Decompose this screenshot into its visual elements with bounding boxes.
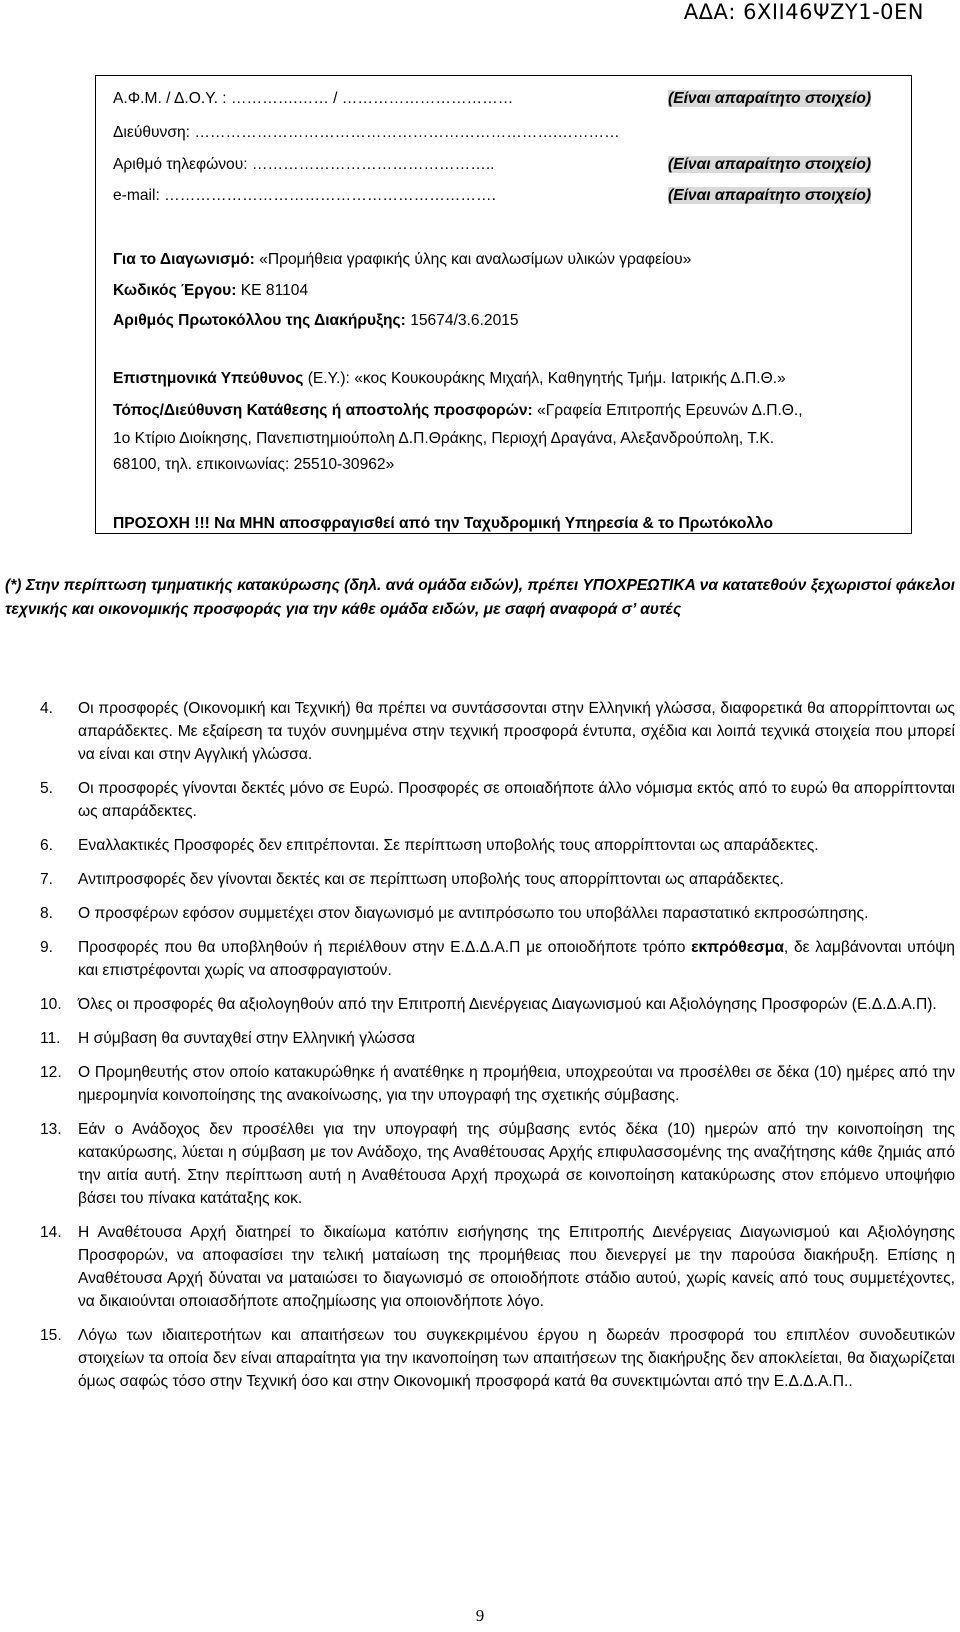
contest-line [113,250,691,270]
list-item: 9. Προσφορές που θα υποβληθούν ή περιέλθουν στην Ε.Δ.Δ.Α.Π με οποιοδήποτε τρόπο εκπρόθεσμα, δε λαμβάνονται υπόψη και επιστρέφονται χωρίς να αποσφραγιστούν. [40,939,955,979]
split-award-note: (*) Στην περίπτωση τμηματικής κατακύρωσης (δηλ. ανά ομάδα ειδών), πρέπει ΥΠΟΧΡΕΩΤΙΚΑ να κατατεθούν ξεχωριστοί φάκελοι τεχνικής και οικονομικής προσφοράς για την κάθε ομάδα ειδών, με σαφή αναφορά σ’ αυτές [5,577,955,618]
terms-list [40,697,955,1404]
ada-code: ΑΔΑ: 6ΧΙΙ46ΨΖΥ1-0ΕΝ [683,0,924,24]
scientist-label: Επιστημονικά Υπεύθυνος [113,370,304,387]
afm-line: Α.Φ.Μ. / Δ.Ο.Υ. : ………….…… / …………………………… [113,90,514,107]
list-item: 13. Εάν ο Ανάδοχος δεν προσέλθει για την υπογραφή της σύμβασης εντός δέκα (10) ημερών από την κοινοποίηση της κατακύρωσης, λύεται η σύμβαση με τον Ανάδοχο, της Αναθέτουσας Αρχής επιφυλασσομένης της αναζήτησης κάθε ζημιάς από την αιτία αυτή. Στην περίπτωση αυτή η Αναθέτουσα Αρχή προχωρά σε κοινοποίηση κατακύρωσης στον επόμενο υποψήφιο βάσει του πίνακα κατάταξης κοκ. [40,1121,955,1207]
contest-label: Για το Διαγωνισμό: [113,251,255,268]
email-line: e-mail: ………………………………………………………. [113,187,496,204]
address-line: Διεύθυνση: …………………………………………………………….………… [113,124,620,141]
place-line-3: 68100, τηλ. επικοινωνίας: 25510-30962» [113,456,395,473]
protocol-value: 15674/3.6.2015 [410,312,519,329]
place-label: Τόπος/Διεύθυνση Κατάθεσης ή αποστολής προσφορών: [113,402,533,419]
list-item: 14. Η Αναθέτουσα Αρχή διατηρεί το δικαίωμα κατόπιν εισήγησης της Επιτροπής Διενέργειας Διαγωνισμού και Αξιολόγησης Προσφορών, να αποφασίσει την τελική ματαίωση της προμήθειας που διενεργεί με την παρούσα διακήρυξη. Επίσης η Αναθέτουσα Αρχή δύναται να ματαιώσει το διαγωνισμό σε οποιοδήποτε στάδιο αυτού, χωρίς κανείς από τους συμμετέχοντες, να δικαιούνται οποιασδήποτε αποζημίωσης για οποιονδήποτε λόγο. [40,1224,955,1310]
place-line [113,401,803,421]
list-item: 5. Οι προσφορές γίνονται δεκτές μόνο σε Ευρώ. Προσφορές σε οποιαδήποτε άλλο νόμισμα εκτός από το ευρώ θα απορρίπτονται ως απαράδεκτες. [40,780,955,820]
list-item: 7. Αντιπροσφορές δεν γίνονται δεκτές και σε περίπτωση υποβολής τους απορρίπτονται ως απαράδεκτες. [40,871,784,888]
required-badge: (Είναι απαραίτητο στοιχείο) [668,187,872,204]
scientist-line [113,369,786,389]
list-item: 4. Οι προσφορές (Οικονομική και Τεχνική) θα πρέπει να συντάσσονται στην Ελληνική γλώσσα, διαφορετικά θα απορρίπτονται ως απαράδεκτες. Με εξαίρεση τα τυχόν συνημμένα στην τεχνική προσφορά έντυπα, σχέδια και λοιπά τεχνικά στοιχεία που μπορεί να είναι και στην Αγγλική γλώσσα. [40,700,955,763]
list-item: 8. Ο προσφέρων εφόσον συμμετέχει στον διαγωνισμό με αντιπρόσωπο του υποβάλλει παραστατικό εκπροσώπησης. [40,905,869,922]
place-line-2: 1ο Κτίριο Διοίκησης, Πανεπιστημιούπολη Δ.Π.Θράκης, Περιοχή Δραγάνα, Αλεξανδρούπολη, Τ.Κ. [113,430,775,447]
page-number: 9 [475,1606,485,1625]
required-badge: (Είναι απαραίτητο στοιχείο) [668,156,872,173]
contest-value: «Προμήθεια γραφικής ύλης και αναλωσίμων υλικών γραφείου» [259,251,692,268]
list-item: 12. Ο Προμηθευτής στον οποίο κατακυρώθηκε ή ανατέθηκε η προμήθεια, υποχρεούται να προσέλθει σε δέκα (10) ημέρες από την ημερομηνία κοινοποίησης της ανακοίνωσης, για την υπογραφή της σχετικής σύμβασης. [40,1064,955,1104]
scientist-value: (Ε.Υ.): «κος Κουκουράκης Μιχαήλ, Καθηγητής Τμήμ. Ιατρικής Δ.Π.Θ.» [307,370,786,387]
list-item: 11. Η σύμβαση θα συνταχθεί στην Ελληνική γλώσσα [40,1030,415,1047]
protocol-label: Αριθμός Πρωτοκόλλου της Διακήρυξης: [113,312,406,329]
required-badge: (Είναι απαραίτητο στοιχείο) [668,90,872,107]
list-item: 6. Εναλλακτικές Προσφορές δεν επιτρέπονται. Σε περίπτωση υποβολής τους απορρίπτονται ως απαράδεκτες. [40,837,819,854]
protocol-line [113,311,519,331]
phone-line: Αριθμό τηλεφώνου: ……………………………………….. [113,156,495,173]
code-label: Κωδικός Έργου: [113,282,237,299]
place-value: «Γραφεία Επιτροπής Ερευνών Δ.Π.Θ., [537,402,803,419]
attention-line: ΠΡΟΣΟΧΗ !!! Να ΜΗΝ αποσφραγισθεί από την Ταχυδρομική Υπηρεσία & το Πρωτόκολλο [113,515,774,532]
code-value: ΚΕ 81104 [240,282,309,299]
list-item: 10. Όλες οι προσφορές θα αξιολογηθούν από την Επιτροπή Διενέργειας Διαγωνισμού και Αξιολόγησης Προσφορών (Ε.Δ.Δ.Α.Π). [40,996,937,1013]
code-line [113,281,308,301]
list-item: 15. Λόγω των ιδιαιτεροτήτων και απαιτήσεων του συγκεκριμένου έργου η δωρεάν προσφορά του επιπλέον συνοδευτικών στοιχείων τα οποία δεν είναι απαραίτητα για την ικανοποίηση των απαιτήσεων της διακήρυξης δεν αποκλείεται, θα διαχωρίζεται όμως σαφώς τόσο στην Τεχνική όσο και στην Οικονομική προσφορά κατά θα συνεκτιμώνται από την Ε.Δ.Δ.Α.Π.. [40,1327,955,1390]
late-emphasis: εκπρόθεσμα [691,939,784,956]
